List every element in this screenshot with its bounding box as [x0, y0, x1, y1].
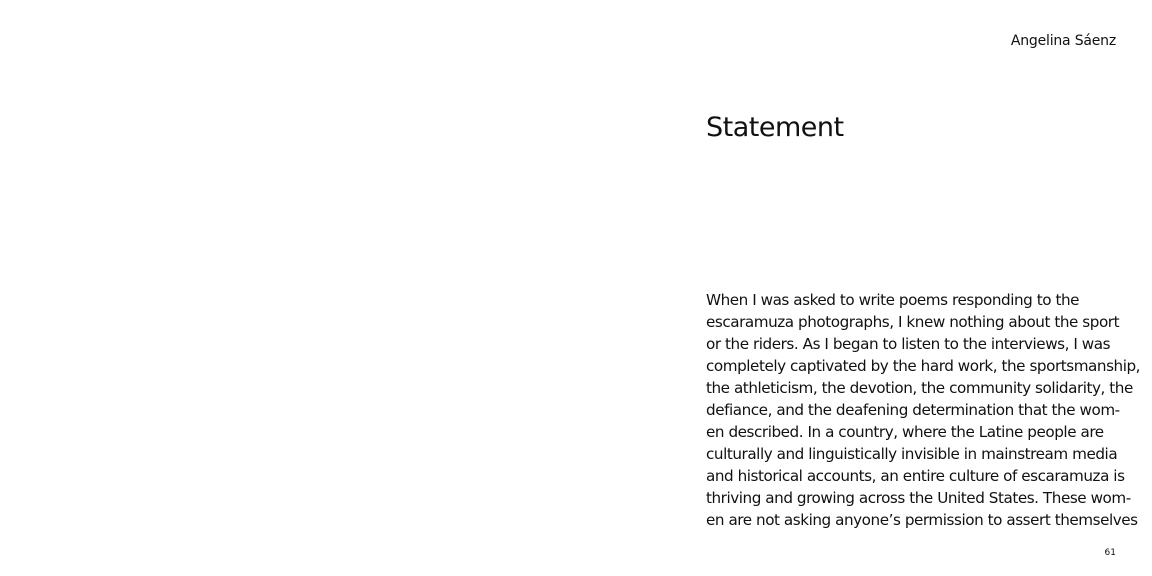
body-line: the athleticism, the devotion, the community solidarity, the — [706, 379, 1133, 397]
page-number: 61 — [1104, 548, 1116, 558]
body-line: escaramuza photographs, I knew nothing about the sport — [706, 313, 1120, 331]
body-line: completely captivated by the hard work, the sportsmanship, — [706, 357, 1141, 375]
right-page — [576, 0, 1152, 576]
body-line: thriving and growing across the United States. These wom- — [706, 489, 1131, 507]
body-line: or the riders. As I began to listen to the interviews, I was — [706, 335, 1111, 353]
body-paragraph — [706, 289, 1141, 531]
body-line: en are not asking anyone’s permission to assert themselves — [706, 511, 1138, 529]
body-line: culturally and linguistically invisible in mainstream media — [706, 445, 1118, 463]
body-line: defiance, and the deafening determination that the wom- — [706, 401, 1120, 419]
body-line: and historical accounts, an entire culture of escaramuza is — [706, 467, 1125, 485]
section-title: Statement — [706, 112, 844, 143]
running-header-author: Angelina Sáenz — [1010, 33, 1116, 49]
body-line: When I was asked to write poems responding to the — [706, 291, 1080, 309]
body-line: en described. In a country, where the Latine people are — [706, 423, 1104, 441]
